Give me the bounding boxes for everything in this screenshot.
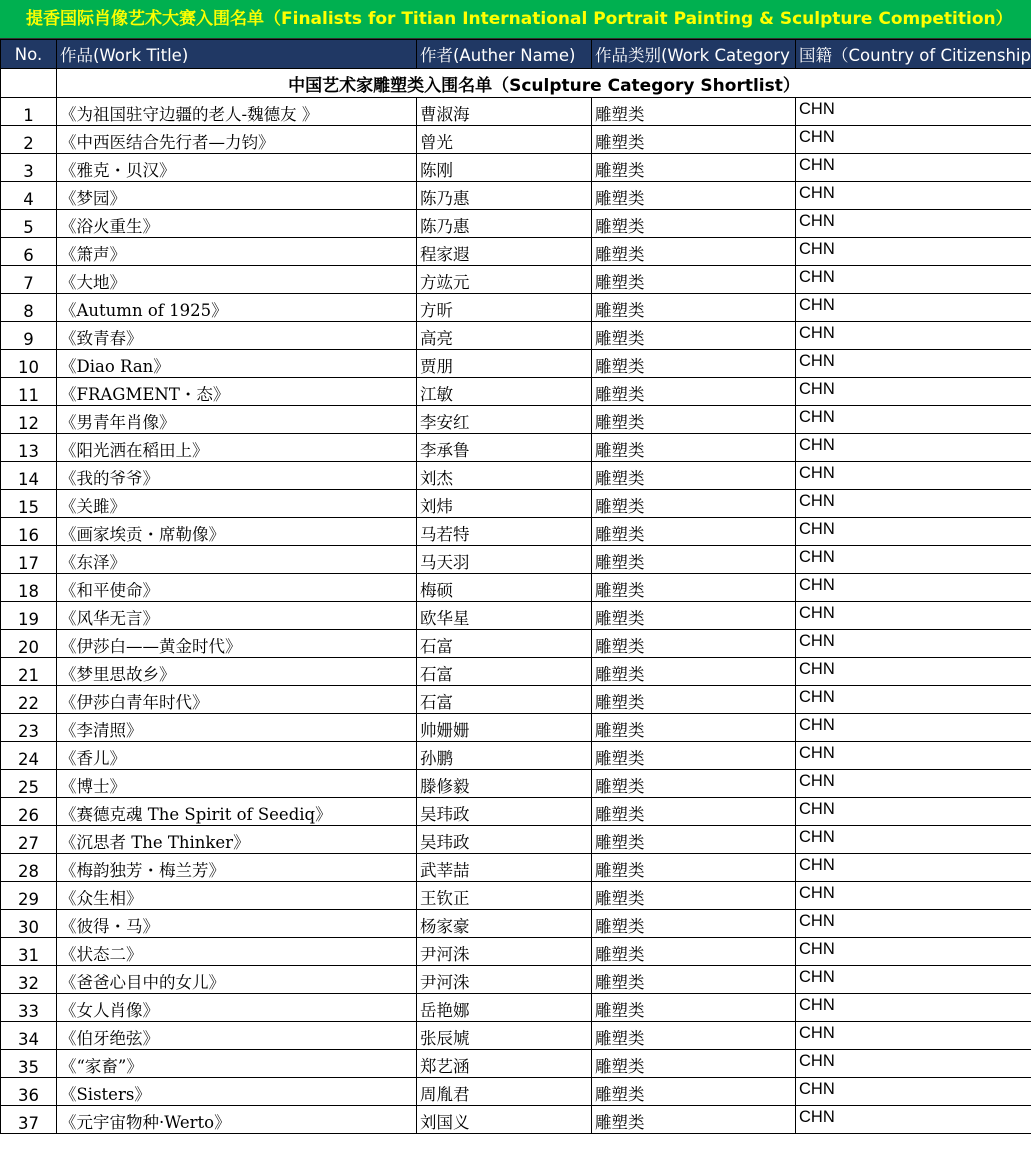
- cell-no[interactable]: 9: [1, 322, 57, 350]
- cell-no[interactable]: 16: [1, 518, 57, 546]
- cell-work-title[interactable]: 《雅克・贝汉》: [57, 154, 417, 182]
- table-row: [1, 462, 1031, 490]
- cell-author[interactable]: 欧华星: [417, 602, 592, 630]
- cell-work-title[interactable]: 《李清照》: [57, 714, 417, 742]
- table-row: [1, 210, 1031, 238]
- table-row: [1, 994, 1031, 1022]
- cell-category[interactable]: 雕塑类: [592, 126, 796, 154]
- cell-author[interactable]: 杨家豪: [417, 910, 592, 938]
- cell-no[interactable]: 11: [1, 378, 57, 406]
- cell-no[interactable]: 19: [1, 602, 57, 630]
- table-row: [1, 1106, 1031, 1134]
- cell-author[interactable]: 贾朋: [417, 350, 592, 378]
- cell-category[interactable]: 雕塑类: [592, 966, 796, 994]
- cell-work-title[interactable]: 《大地》: [57, 266, 417, 294]
- cell-country[interactable]: CHN: [796, 210, 1031, 238]
- cell-category[interactable]: 雕塑类: [592, 182, 796, 210]
- header-work-title[interactable]: 作品(Work Title): [57, 40, 417, 69]
- table-body: [1, 69, 1031, 1134]
- cell-work-title[interactable]: 《致青春》: [57, 322, 417, 350]
- section-title[interactable]: 中国艺术家雕塑类入围名单（Sculpture Category Shortlist）: [57, 69, 1031, 98]
- cell-no[interactable]: 6: [1, 238, 57, 266]
- cell-author[interactable]: 武莘喆: [417, 854, 592, 882]
- cell-no[interactable]: 5: [1, 210, 57, 238]
- cell-work-title[interactable]: 《彼得・马》: [57, 910, 417, 938]
- cell-work-title[interactable]: 《伊莎白——黄金时代》: [57, 630, 417, 658]
- table-row: [1, 1078, 1031, 1106]
- table-row: [1, 546, 1031, 574]
- cell-work-title[interactable]: 《Autumn of 1925》: [57, 294, 417, 322]
- header-category[interactable]: 作品类别(Work Category: [592, 40, 796, 69]
- cell-country[interactable]: CHN: [796, 406, 1031, 434]
- cell-category[interactable]: 雕塑类: [592, 798, 796, 826]
- cell-author[interactable]: 刘杰: [417, 462, 592, 490]
- cell-author[interactable]: 陈刚: [417, 154, 592, 182]
- cell-category[interactable]: 雕塑类: [592, 518, 796, 546]
- cell-no[interactable]: 31: [1, 938, 57, 966]
- cell-work-title[interactable]: 《浴火重生》: [57, 210, 417, 238]
- cell-category[interactable]: 雕塑类: [592, 266, 796, 294]
- cell-country[interactable]: CHN: [796, 798, 1031, 826]
- cell-category[interactable]: 雕塑类: [592, 238, 796, 266]
- table-row: [1, 910, 1031, 938]
- cell-category[interactable]: 雕塑类: [592, 1106, 796, 1134]
- table-row: [1, 574, 1031, 602]
- cell-author[interactable]: 马若特: [417, 518, 592, 546]
- table-row: [1, 238, 1031, 266]
- table-row: [1, 714, 1031, 742]
- cell-no[interactable]: 33: [1, 994, 57, 1022]
- table-row: [1, 126, 1031, 154]
- cell-no[interactable]: 4: [1, 182, 57, 210]
- table-row: [1, 938, 1031, 966]
- cell-country[interactable]: CHN: [796, 294, 1031, 322]
- cell-category[interactable]: 雕塑类: [592, 546, 796, 574]
- table-row: [1, 98, 1031, 126]
- cell-country[interactable]: CHN: [796, 1078, 1031, 1106]
- cell-no[interactable]: 15: [1, 490, 57, 518]
- cell-author[interactable]: 马天羽: [417, 546, 592, 574]
- cell-work-title[interactable]: 《画家埃贡・席勒像》: [57, 518, 417, 546]
- cell-category[interactable]: 雕塑类: [592, 294, 796, 322]
- cell-country[interactable]: CHN: [796, 966, 1031, 994]
- cell-work-title[interactable]: 《中西医结合先行者—力钧》: [57, 126, 417, 154]
- cell-author[interactable]: 李安红: [417, 406, 592, 434]
- cell-no[interactable]: 36: [1, 1078, 57, 1106]
- table-row: [1, 322, 1031, 350]
- cell-category[interactable]: 雕塑类: [592, 938, 796, 966]
- cell-country[interactable]: CHN: [796, 126, 1031, 154]
- cell-country[interactable]: CHN: [796, 182, 1031, 210]
- table-row: [1, 798, 1031, 826]
- cell-author[interactable]: 方昕: [417, 294, 592, 322]
- table-row: [1, 826, 1031, 854]
- cell-country[interactable]: CHN: [796, 658, 1031, 686]
- cell-work-title[interactable]: 《东泽》: [57, 546, 417, 574]
- cell-work-title[interactable]: 《沉思者 The Thinker》: [57, 826, 417, 854]
- cell-category[interactable]: 雕塑类: [592, 154, 796, 182]
- cell-author[interactable]: 曾光: [417, 126, 592, 154]
- cell-category[interactable]: 雕塑类: [592, 602, 796, 630]
- cell-country[interactable]: CHN: [796, 1050, 1031, 1078]
- cell-category[interactable]: 雕塑类: [592, 826, 796, 854]
- cell-author[interactable]: 李承鲁: [417, 434, 592, 462]
- table-row: [1, 966, 1031, 994]
- cell-no[interactable]: 3: [1, 154, 57, 182]
- table-row: [1, 742, 1031, 770]
- table-row: [1, 350, 1031, 378]
- cell-country[interactable]: CHN: [796, 854, 1031, 882]
- cell-category[interactable]: 雕塑类: [592, 98, 796, 126]
- table-header: [1, 40, 1031, 69]
- cell-author[interactable]: 陈乃惠: [417, 210, 592, 238]
- cell-work-title[interactable]: 《阳光洒在稻田上》: [57, 434, 417, 462]
- cell-work-title[interactable]: 《爸爸心目中的女儿》: [57, 966, 417, 994]
- header-country[interactable]: 国籍（Country of Citizenship: [796, 40, 1031, 69]
- cell-no[interactable]: 17: [1, 546, 57, 574]
- cell-country[interactable]: CHN: [796, 742, 1031, 770]
- cell-country[interactable]: CHN: [796, 238, 1031, 266]
- cell-category[interactable]: 雕塑类: [592, 378, 796, 406]
- cell-country[interactable]: CHN: [796, 714, 1031, 742]
- cell-no[interactable]: 34: [1, 1022, 57, 1050]
- table-row: [1, 630, 1031, 658]
- cell-country[interactable]: CHN: [796, 630, 1031, 658]
- cell-author[interactable]: 滕修毅: [417, 770, 592, 798]
- cell-work-title[interactable]: 《梅韵独芳・梅兰芳》: [57, 854, 417, 882]
- cell-country[interactable]: CHN: [796, 882, 1031, 910]
- cell-author[interactable]: 郑艺涵: [417, 1050, 592, 1078]
- cell-country[interactable]: CHN: [796, 350, 1031, 378]
- section-row: [1, 69, 1031, 98]
- cell-author[interactable]: 刘炜: [417, 490, 592, 518]
- table-row: [1, 434, 1031, 462]
- cell-author[interactable]: 孙鹏: [417, 742, 592, 770]
- cell-no[interactable]: 10: [1, 350, 57, 378]
- cell-country[interactable]: CHN: [796, 938, 1031, 966]
- cell-work-title[interactable]: 《Sisters》: [57, 1078, 417, 1106]
- cell-no[interactable]: 22: [1, 686, 57, 714]
- cell-category[interactable]: 雕塑类: [592, 210, 796, 238]
- cell-no[interactable]: 35: [1, 1050, 57, 1078]
- cell-category[interactable]: 雕塑类: [592, 322, 796, 350]
- cell-no[interactable]: 8: [1, 294, 57, 322]
- cell-no[interactable]: 12: [1, 406, 57, 434]
- cell-author[interactable]: 周胤君: [417, 1078, 592, 1106]
- cell-country[interactable]: CHN: [796, 434, 1031, 462]
- cell-category[interactable]: 雕塑类: [592, 1078, 796, 1106]
- cell-country[interactable]: CHN: [796, 266, 1031, 294]
- cell-author[interactable]: 吴玮政: [417, 798, 592, 826]
- cell-author[interactable]: 张辰虓: [417, 1022, 592, 1050]
- cell-work-title[interactable]: 《Diao Ran》: [57, 350, 417, 378]
- cell-no[interactable]: 23: [1, 714, 57, 742]
- section-empty-cell[interactable]: [1, 69, 57, 98]
- cell-category[interactable]: 雕塑类: [592, 854, 796, 882]
- finalists-table: [0, 39, 1031, 1134]
- table-row: [1, 602, 1031, 630]
- table-row: [1, 770, 1031, 798]
- cell-category[interactable]: 雕塑类: [592, 434, 796, 462]
- cell-author[interactable]: 程家遐: [417, 238, 592, 266]
- cell-work-title[interactable]: 《男青年肖像》: [57, 406, 417, 434]
- cell-work-title[interactable]: 《女人肖像》: [57, 994, 417, 1022]
- cell-no[interactable]: 27: [1, 826, 57, 854]
- cell-category[interactable]: 雕塑类: [592, 714, 796, 742]
- cell-no[interactable]: 14: [1, 462, 57, 490]
- cell-country[interactable]: CHN: [796, 98, 1031, 126]
- table-row: [1, 490, 1031, 518]
- cell-work-title[interactable]: 《伯牙绝弦》: [57, 1022, 417, 1050]
- cell-no[interactable]: 37: [1, 1106, 57, 1134]
- cell-category[interactable]: 雕塑类: [592, 406, 796, 434]
- cell-no[interactable]: 21: [1, 658, 57, 686]
- cell-author[interactable]: 曹淑海: [417, 98, 592, 126]
- table-row: [1, 266, 1031, 294]
- cell-no[interactable]: 28: [1, 854, 57, 882]
- cell-category[interactable]: 雕塑类: [592, 1050, 796, 1078]
- cell-author[interactable]: 尹河洙: [417, 938, 592, 966]
- cell-category[interactable]: 雕塑类: [592, 350, 796, 378]
- cell-country[interactable]: CHN: [796, 518, 1031, 546]
- cell-country[interactable]: CHN: [796, 910, 1031, 938]
- cell-author[interactable]: 刘国义: [417, 1106, 592, 1134]
- cell-author[interactable]: 吴玮政: [417, 826, 592, 854]
- cell-category[interactable]: 雕塑类: [592, 742, 796, 770]
- cell-work-title[interactable]: 《FRAGMENT・态》: [57, 378, 417, 406]
- cell-author[interactable]: 岳艳娜: [417, 994, 592, 1022]
- cell-work-title[interactable]: 《博士》: [57, 770, 417, 798]
- table-row: [1, 882, 1031, 910]
- cell-author[interactable]: 梅硕: [417, 574, 592, 602]
- cell-author[interactable]: 陈乃惠: [417, 182, 592, 210]
- table-row: [1, 854, 1031, 882]
- table-row: [1, 406, 1031, 434]
- cell-category[interactable]: 雕塑类: [592, 462, 796, 490]
- cell-work-title[interactable]: 《赛德克魂 The Spirit of Seediq》: [57, 798, 417, 826]
- cell-no[interactable]: 20: [1, 630, 57, 658]
- cell-country[interactable]: CHN: [796, 1022, 1031, 1050]
- cell-author[interactable]: 石富: [417, 630, 592, 658]
- cell-country[interactable]: CHN: [796, 322, 1031, 350]
- cell-author[interactable]: 王钦正: [417, 882, 592, 910]
- cell-work-title[interactable]: 《“家畜”》: [57, 1050, 417, 1078]
- table-row: [1, 686, 1031, 714]
- cell-category[interactable]: 雕塑类: [592, 910, 796, 938]
- cell-no[interactable]: 29: [1, 882, 57, 910]
- cell-work-title[interactable]: 《箫声》: [57, 238, 417, 266]
- cell-country[interactable]: CHN: [796, 770, 1031, 798]
- cell-work-title[interactable]: 《状态二》: [57, 938, 417, 966]
- sheet-title: 提香国际肖像艺术大赛入围名单（Finalists for Titian International Portrait Painting & Sculpture Competition）: [0, 0, 1031, 39]
- table-row: [1, 294, 1031, 322]
- cell-category[interactable]: 雕塑类: [592, 770, 796, 798]
- cell-no[interactable]: 24: [1, 742, 57, 770]
- header-author[interactable]: 作者(Auther Name): [417, 40, 592, 69]
- table-row: [1, 518, 1031, 546]
- cell-category[interactable]: 雕塑类: [592, 490, 796, 518]
- cell-author[interactable]: 石富: [417, 658, 592, 686]
- cell-work-title[interactable]: 《风华无言》: [57, 602, 417, 630]
- cell-no[interactable]: 25: [1, 770, 57, 798]
- cell-category[interactable]: 雕塑类: [592, 658, 796, 686]
- table-row: [1, 182, 1031, 210]
- header-row: [1, 40, 1031, 69]
- cell-work-title[interactable]: 《元宇宙物种·Werto》: [57, 1106, 417, 1134]
- cell-country[interactable]: CHN: [796, 378, 1031, 406]
- cell-no[interactable]: 18: [1, 574, 57, 602]
- table-row: [1, 154, 1031, 182]
- cell-country[interactable]: CHN: [796, 686, 1031, 714]
- cell-country[interactable]: CHN: [796, 490, 1031, 518]
- cell-category[interactable]: 雕塑类: [592, 882, 796, 910]
- cell-no[interactable]: 1: [1, 98, 57, 126]
- table-row: [1, 378, 1031, 406]
- cell-work-title[interactable]: 《和平使命》: [57, 574, 417, 602]
- cell-author[interactable]: 帅姗姗: [417, 714, 592, 742]
- cell-work-title[interactable]: 《我的爷爷》: [57, 462, 417, 490]
- table-row: [1, 658, 1031, 686]
- cell-work-title[interactable]: 《梦园》: [57, 182, 417, 210]
- cell-no[interactable]: 26: [1, 798, 57, 826]
- cell-category[interactable]: 雕塑类: [592, 994, 796, 1022]
- cell-no[interactable]: 32: [1, 966, 57, 994]
- cell-country[interactable]: CHN: [796, 1106, 1031, 1134]
- header-no[interactable]: No.: [1, 40, 57, 69]
- cell-work-title[interactable]: 《关雎》: [57, 490, 417, 518]
- cell-no[interactable]: 2: [1, 126, 57, 154]
- cell-no[interactable]: 30: [1, 910, 57, 938]
- cell-country[interactable]: CHN: [796, 462, 1031, 490]
- cell-work-title[interactable]: 《伊莎白青年时代》: [57, 686, 417, 714]
- cell-no[interactable]: 13: [1, 434, 57, 462]
- cell-category[interactable]: 雕塑类: [592, 630, 796, 658]
- cell-country[interactable]: CHN: [796, 574, 1031, 602]
- cell-work-title[interactable]: 《众生相》: [57, 882, 417, 910]
- cell-work-title[interactable]: 《梦里思故乡》: [57, 658, 417, 686]
- cell-country[interactable]: CHN: [796, 994, 1031, 1022]
- cell-category[interactable]: 雕塑类: [592, 1022, 796, 1050]
- cell-author[interactable]: 尹河洙: [417, 966, 592, 994]
- cell-country[interactable]: CHN: [796, 546, 1031, 574]
- cell-author[interactable]: 方竑元: [417, 266, 592, 294]
- cell-country[interactable]: CHN: [796, 602, 1031, 630]
- cell-country[interactable]: CHN: [796, 826, 1031, 854]
- cell-country[interactable]: CHN: [796, 154, 1031, 182]
- table-row: [1, 1022, 1031, 1050]
- cell-author[interactable]: 高亮: [417, 322, 592, 350]
- cell-no[interactable]: 7: [1, 266, 57, 294]
- cell-category[interactable]: 雕塑类: [592, 686, 796, 714]
- cell-author[interactable]: 江敏: [417, 378, 592, 406]
- cell-work-title[interactable]: 《香儿》: [57, 742, 417, 770]
- cell-work-title[interactable]: 《为祖国驻守边疆的老人-魏德友 》: [57, 98, 417, 126]
- cell-author[interactable]: 石富: [417, 686, 592, 714]
- table-row: [1, 1050, 1031, 1078]
- cell-category[interactable]: 雕塑类: [592, 574, 796, 602]
